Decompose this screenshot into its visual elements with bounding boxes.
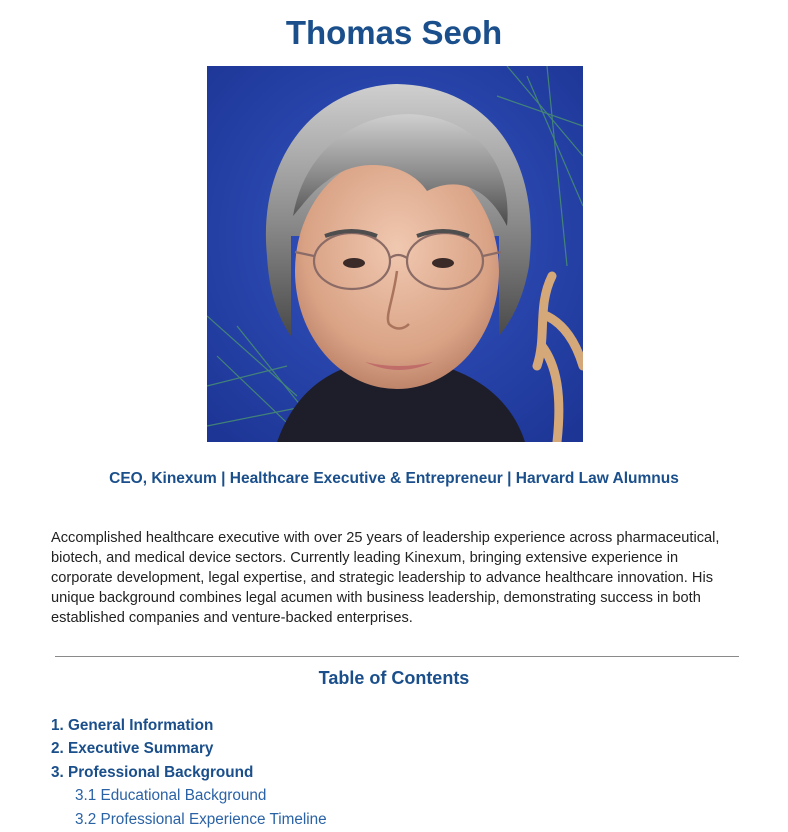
profile-photo bbox=[207, 66, 583, 442]
section-divider bbox=[55, 656, 739, 657]
toc-link-educational-background[interactable]: 3.1 Educational Background bbox=[75, 787, 267, 805]
toc-item bbox=[51, 761, 741, 784]
profile-summary: Accomplished healthcare executive with over 25 years of leadership experience across pharmaceutical, biotech, and medical device sectors. Currently leading Kinexum, bringing extensive experience in corporate development, legal expertise, and strategic leadership to advance healthcare innovation. His unique background combines legal acumen with business leadership, demonstrating success in both established companies and venture-backed enterprises. bbox=[51, 530, 720, 626]
toc-link-general-information[interactable]: 1. General Information bbox=[51, 717, 214, 734]
profile-name: Thomas Seoh bbox=[285, 14, 503, 51]
toc-title: Table of Contents bbox=[318, 668, 470, 688]
profile-headline: CEO, Kinexum | Healthcare Executive & Entrepreneur | Harvard Law Alumnus bbox=[109, 470, 679, 487]
toc-item bbox=[51, 714, 741, 737]
toc-subitem bbox=[51, 808, 741, 831]
toc-item bbox=[51, 737, 741, 760]
toc-link-professional-background[interactable]: 3. Professional Background bbox=[51, 763, 254, 781]
toc-link-professional-experience-timeline[interactable]: 3.2 Professional Experience Timeline bbox=[75, 810, 327, 828]
toc-link-executive-summary[interactable]: 2. Executive Summary bbox=[51, 740, 214, 758]
toc-subitem bbox=[51, 784, 741, 807]
table-of-contents bbox=[51, 714, 741, 831]
